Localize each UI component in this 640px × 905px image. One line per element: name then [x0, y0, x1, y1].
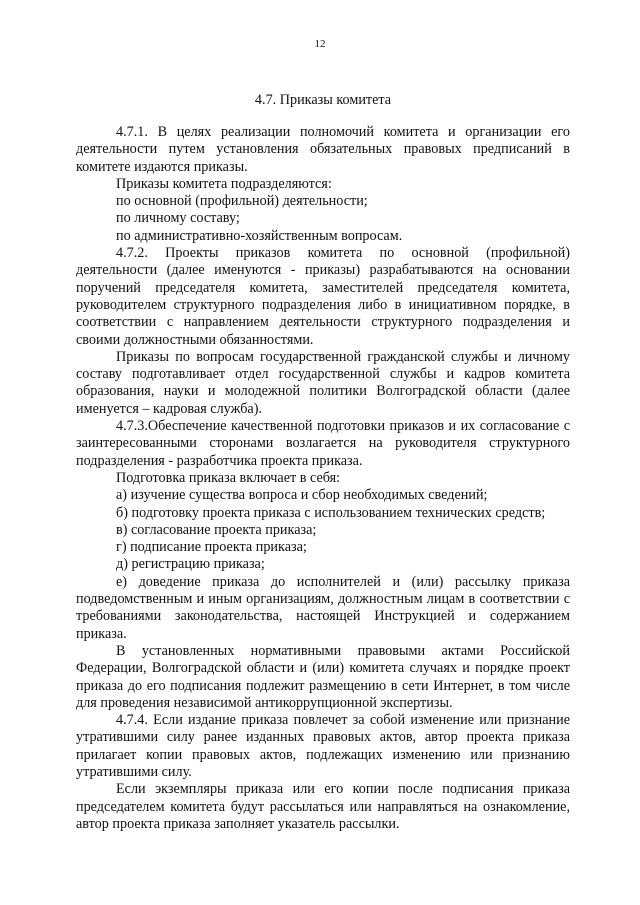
list-item: Приказы комитета подразделяются: — [116, 175, 332, 192]
paragraph: 4.7.3.Обеспечение качественной подготовки приказов и их согласование с заинтересованными сторонами возлагается на руководителя структурного подразделения - разработчика проекта приказа. — [76, 418, 570, 469]
paragraph: 4.7.2. Проекты приказов комитета по основной (профильной) деятельности (далее именуются - приказы) разрабатываются на основании поручений председателя комитета, заместителей председателя комитета, руководителем структурного подразделения либо в инициативном порядке, в соответствии с направлением деятельности структурного подразделения и своими должностными обязанностями. — [76, 245, 570, 348]
list-item: по основной (профильной) деятельности; — [116, 193, 368, 210]
list-item: в) согласование проекта приказа; — [116, 521, 317, 538]
paragraph: 4.7.1. В целях реализации полномочий комитета и организации его деятельности путем установления обязательных правовых предписаний в комитете издаются приказы. — [76, 124, 570, 175]
paragraph: В установленных нормативными правовыми актами Российской Федерации, Волгоградской области и (или) комитета случаях и порядке проект приказа до его подписания подлежит размещению в сети Интернет, в том числе для проведения независимой антикоррупционной экспертизы. — [76, 642, 570, 711]
section-title: 4.7. Приказы комитета — [254, 92, 392, 108]
list-item: по административно-хозяйственным вопросам. — [116, 227, 403, 244]
list-item: б) подготовку проекта приказа с использованием технических средств; — [116, 504, 546, 521]
list-item: г) подписание проекта приказа; — [116, 539, 307, 556]
paragraph: е) доведение приказа до исполнителей и (или) рассылку приказа подведомственным и иным организациям, должностным лицам в соответствии с требованиями законодательства, настоящей Инструкцией и содержанием приказа. — [76, 573, 570, 642]
document-body — [76, 124, 570, 833]
list-item: а) изучение существа вопроса и сбор необходимых сведений; — [116, 487, 488, 504]
paragraph: 4.7.4. Если издание приказа повлечет за собой изменение или признание утратившими силу ранее изданных правовых актов, автор проекта приказа прилагает копии правовых актов, подлежащих изменению или признанию утратившими силу. — [76, 712, 570, 780]
list-item: по личному составу; — [116, 210, 240, 227]
paragraph: Если экземпляры приказа или его копии после подписания приказа председателем комитета будут рассылаться или направляться на ознакомление, автор проекта приказа заполняет указатель рассылки. — [76, 781, 570, 832]
list-item: д) регистрацию приказа; — [116, 556, 265, 573]
paragraph: Приказы по вопросам государственной гражданской службы и личному составу подготавливает отдел государственной службы и кадров комитета образования, науки и молодежной политики Волгоградской области (далее именуется – кадровая служба). — [76, 348, 570, 417]
list-item: Подготовка приказа включает в себя: — [116, 469, 341, 486]
page-number: 12 — [314, 38, 326, 50]
